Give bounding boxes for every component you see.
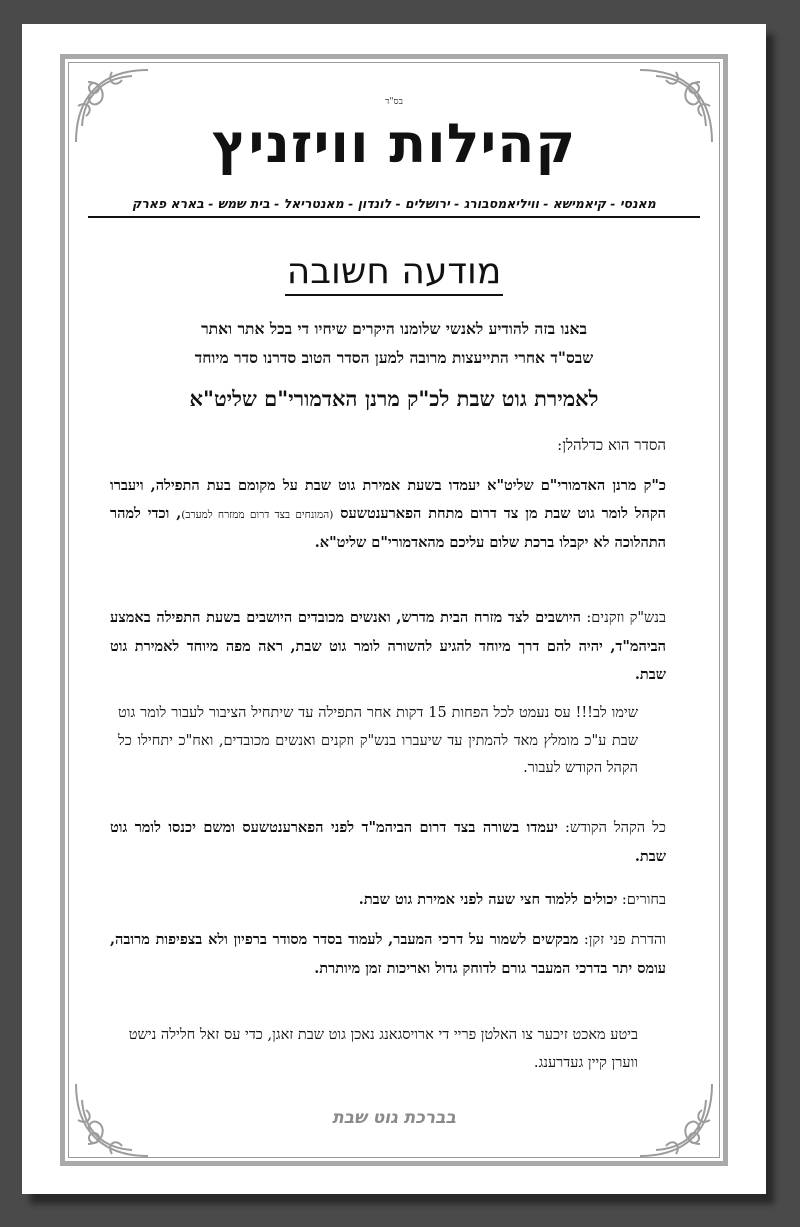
bsd-mark: בס"ד <box>385 97 403 107</box>
paragraph-bochurim <box>110 886 666 915</box>
cities-list: מאנסי - קיאמישא - וויליאמסבורג - ירושלים - לונדון - מאנטריאל - בית שמש - בארא פארק <box>132 196 656 211</box>
p1-tail: , וכדי למהר התהלוכה לא יקבלו ברכת שלום עליכם מהאדמורי"ם שליט"א. <box>110 504 666 551</box>
p1-parenthetical: (המונחים בצד דרום ממזרח למערב) <box>181 508 334 521</box>
yiddish-note: ביטע מאכט זיכער צו האלטן פריי די ארויסגאנג נאכן גוט שבת זאגן, כדי עס זאל חלילה נישט ווערן קיין געדרענג. <box>128 1027 638 1071</box>
p4-lead: בחורים: <box>621 892 666 908</box>
p5-body: מבקשים לשמור על דרכי המעבר, לעמוד בסדר מסודר ברפיון ולא בצפיפות מרובה, עומס יתר בדרכי המעבר גורם לדוחק גדול ואריכות זמן מיותרת. <box>110 931 666 977</box>
notice-subhead: לאמירת גוט שבת לכ"ק מרנן האדמורי"ם שליט"א <box>189 386 599 411</box>
signoff: בברכת גוט שבת <box>332 1108 456 1128</box>
p4-body: יכולים ללמוד חצי שעה לפני אמירת גוט שבת. <box>358 891 618 908</box>
paragraph-passageways <box>110 926 666 983</box>
p5-lead: והדרת פני זקן: <box>583 932 666 948</box>
notice-sheet <box>22 24 766 1194</box>
notice-content <box>22 24 766 1194</box>
p3-lead: כל הקהל הקודש: <box>564 820 666 836</box>
paragraph-elders <box>110 604 666 690</box>
intro-text <box>118 314 670 372</box>
headline-text: מודעה חשובה <box>285 251 504 296</box>
p3-body: יעמדו בשורה בצד דרום הביהמ"ד לפני הפארענטשעס ומשם יכנסו לומר גוט שבת. <box>110 819 666 865</box>
header-divider <box>88 216 700 218</box>
paragraph-congregation <box>110 814 666 871</box>
p2-body: היושבים לצד מזרח הבית מדרש, ואנשים מכובדים היושבים בשעת התפילה באמצע הביהמ"ד, יהיה להם דרך מיוחד להגיע להשורה לומר גוט שבת, ראה מפה מיוחד לאמירת גוט שבת. <box>110 609 666 683</box>
paragraph-rebbes <box>110 472 666 557</box>
attention-note: שימו לב!!! עס נעמט לכל הפחות 15 דקות אחר התפילה עד שיתחיל הציבור לעבור לומר גוט שבת ע"כ מומלץ מאד להמתין עד שיעברו בנש"ק וזקנים ואנשים מכובדים, ואח"כ יתחילו כל הקהל הקודש לעבור. <box>118 705 638 776</box>
intro-line: שבס"ד אחרי התייעצות מרובה למען הסדר הטוב סדרנו סדר מיוחד <box>194 348 594 367</box>
p2-lead: בנש"ק וזקנים: <box>586 610 667 626</box>
rule-intro: הסדר הוא כדלהלן: <box>557 436 666 454</box>
intro-line: באנו בזה להודיע לאנשי שלומנו היקרים שיחיו די בכל אתר ואתר <box>201 319 587 338</box>
notice-headline <box>22 250 766 294</box>
p1-main: כ"ק מרנן האדמורי"ם שליט"א יעמדו בשעת אמירת גוט שבת על מקומם בעת התפילה, ויעברו הקהל לומר גוט שבת מן צד דרום מתחת הפארענטשעס <box>110 477 666 522</box>
org-title: קהילות וויזניץ <box>211 112 577 175</box>
